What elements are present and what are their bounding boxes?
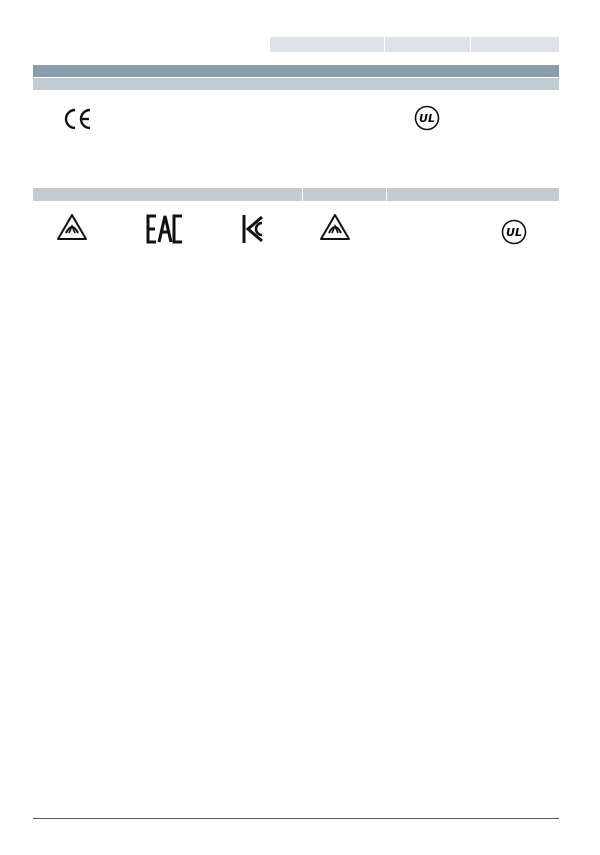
classification-table: [33, 37, 559, 53]
hazardous-locations-col: [387, 188, 559, 201]
rcm-emv-mark-icon: [319, 213, 351, 241]
page-footer: [33, 818, 559, 819]
classification-header: [270, 37, 559, 52]
class-header-version: [385, 37, 471, 52]
kc-mark-icon: [240, 213, 266, 245]
datasheet: [33, 37, 559, 281]
svg-text:UL: UL: [419, 112, 435, 126]
approval-icons-row2: [33, 201, 559, 281]
emv-col: [303, 188, 387, 201]
ul-hazardous-mark-icon: [501, 219, 527, 245]
approval-icons-row1: [33, 91, 559, 171]
class-header-classification: [471, 37, 559, 52]
general-product-approval-col: [33, 188, 303, 201]
svg-text:UL: UL: [506, 226, 522, 240]
general-product-approval-heading: [33, 78, 559, 91]
ul-mark-icon: [414, 105, 440, 131]
approval-group2-header: [33, 188, 559, 201]
ce-mark-icon: [63, 107, 93, 131]
approvals-section-title: [33, 65, 559, 78]
eac-mark-icon: [146, 214, 184, 244]
class-header-system: [270, 37, 385, 52]
rcm-mark-icon: [56, 213, 88, 241]
